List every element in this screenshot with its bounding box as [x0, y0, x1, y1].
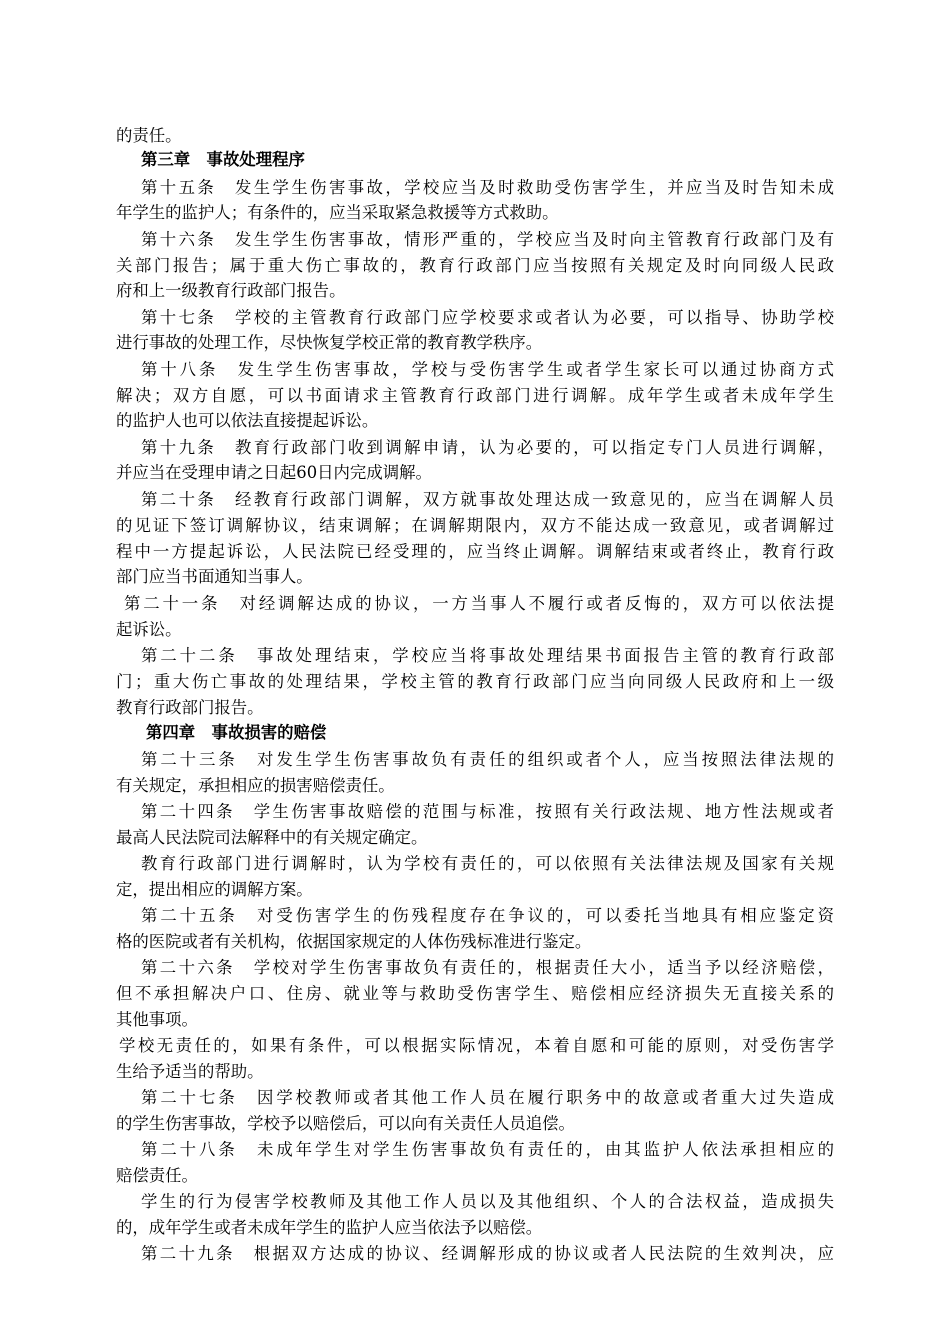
text-line: 关部门报告；属于重大伤亡事故的，教育行政部门应当按照有关规定及时向同级人民政 [116, 256, 834, 275]
text-line: 起诉讼。 [116, 620, 182, 639]
text-line: 并应当在受理申请之日起60日内完成调解。 [116, 463, 432, 482]
text-line: 第十九条 教育行政部门收到调解申请，认为必要的，可以指定专门人员进行调解， [141, 438, 834, 457]
text-line: 第十七条 学校的主管教育行政部门应学校要求或者认为必要，可以指导、协助学校 [141, 308, 834, 327]
text-line: 第二十四条 学生伤害事故赔偿的范围与标准，按照有关行政法规、地方性法规或者 [141, 802, 834, 821]
text-line: 的见证下签订调解协议，结束调解；在调解期限内，双方不能达成一致意见，或者调解过 [116, 516, 834, 535]
text-line: 生给予适当的帮助。 [116, 1062, 264, 1081]
text-line: 最高人民法院司法解释中的有关规定确定。 [116, 828, 428, 847]
chapter-heading: 第三章 事故处理程序 [141, 150, 305, 169]
text-line: 第二十六条 学校对学生伤害事故负有责任的，根据责任大小，适当予以经济赔偿， [141, 958, 834, 977]
text-line: 学生的行为侵害学校教师及其他工作人员以及其他组织、个人的合法权益，造成损失 [141, 1192, 834, 1211]
text-line: 的学生伤害事故，学校予以赔偿后，可以向有关责任人员追偿。 [116, 1114, 575, 1133]
text-line: 有关规定，承担相应的损害赔偿责任。 [116, 776, 395, 795]
text-line: 第二十二条 事故处理结束，学校应当将事故处理结果书面报告主管的教育行政部 [141, 646, 834, 665]
text-line: 第二十五条 对受伤害学生的伤残程度存在争议的，可以委托当地具有相应鉴定资 [141, 906, 834, 925]
text-line: 的责任。 [116, 126, 182, 145]
text-line: 教育行政部门进行调解时，认为学校有责任的，可以依照有关法律法规及国家有关规 [141, 854, 834, 873]
text-line: 其他事项。 [116, 1010, 198, 1029]
text-line: 格的医院或者有关机构，依据国家规定的人体伤残标准进行鉴定。 [116, 932, 592, 951]
text-line: 第二十条 经教育行政部门调解，双方就事故处理达成一致意见的，应当在调解人员 [141, 490, 834, 509]
text-line: 府和上一级教育行政部门报告。 [116, 281, 346, 300]
text-line: 定，提出相应的调解方案。 [116, 880, 313, 899]
chapter-heading: 第四章 事故损害的赔偿 [146, 723, 327, 742]
text-line: 学校无责任的，如果有条件，可以根据实际情况，本着自愿和可能的原则，对受伤害学 [119, 1036, 834, 1055]
text-line: 第十五条 发生学生伤害事故，学校应当及时救助受伤害学生，并应当及时告知未成 [141, 178, 834, 197]
text-line: 第二十三条 对发生学生伤害事故负有责任的组织或者个人，应当按照法律法规的 [141, 750, 834, 769]
text-line: 但不承担解决户口、住房、就业等与救助受伤害学生、赔偿相应经济损失无直接关系的 [116, 984, 834, 1003]
text-line: 部门应当书面通知当事人。 [116, 567, 313, 586]
text-line: 第二十九条 根据双方达成的协议、经调解形成的协议或者人民法院的生效判决，应 [141, 1244, 834, 1263]
text-line: 解决；双方自愿，可以书面请求主管教育行政部门进行调解。成年学生或者未成年学生 [116, 386, 834, 405]
text-line: 的监护人也可以依法直接提起诉讼。 [116, 411, 379, 430]
text-line: 门；重大伤亡事故的处理结果，学校主管的教育行政部门应当向同级人民政府和上一级 [116, 672, 834, 691]
text-line: 赔偿责任。 [116, 1166, 198, 1185]
text-line: 第十六条 发生学生伤害事故，情形严重的，学校应当及时向主管教育行政部门及有 [141, 230, 834, 249]
text-line: 第二十八条 未成年学生对学生伤害事故负有责任的，由其监护人依法承担相应的 [141, 1140, 834, 1159]
text-line: 第二十一条 对经调解达成的协议，一方当事人不履行或者反悔的，双方可以依法提 [124, 594, 834, 613]
text-line: 教育行政部门报告。 [116, 698, 264, 717]
text-line: 程中一方提起诉讼，人民法院已经受理的，应当终止调解。调解结束或者终止，教育行政 [116, 542, 834, 561]
text-line: 第二十七条 因学校教师或者其他工作人员在履行职务中的故意或者重大过失造成 [141, 1088, 834, 1107]
text-line: 的，成年学生或者未成年学生的监护人应当依法予以赔偿。 [116, 1218, 543, 1237]
text-line: 进行事故的处理工作，尽快恢复学校正常的教育教学秩序。 [116, 333, 543, 352]
text-line: 第十八条 发生学生伤害事故，学校与受伤害学生或者学生家长可以通过协商方式 [141, 360, 834, 379]
text-line: 年学生的监护人；有条件的，应当采取紧急救援等方式救助。 [116, 203, 559, 222]
